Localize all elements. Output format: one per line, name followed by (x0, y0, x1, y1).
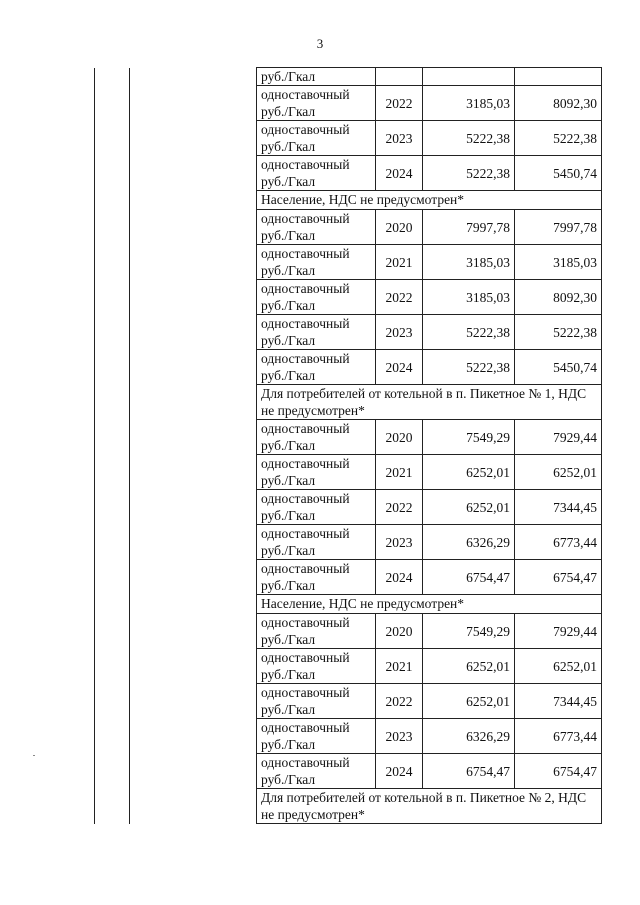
table-row (95, 560, 602, 595)
value-1-cell: 6252,01 (423, 455, 515, 490)
tariff-type-cell (257, 121, 376, 156)
tariff-type-cell (257, 350, 376, 385)
col-index-cell (95, 315, 130, 350)
tariff-type-cell (257, 245, 376, 280)
value-2-cell: 5222,38 (515, 315, 602, 350)
tariff-type-label: одноставочный (261, 351, 350, 366)
tariff-unit-label: руб./Гкал (261, 543, 316, 558)
col-index-cell (95, 754, 130, 789)
value-1-cell: 6754,47 (423, 754, 515, 789)
value-1-cell: 6326,29 (423, 525, 515, 560)
tariff-type-label: одноставочный (261, 650, 350, 665)
tariff-unit-label: руб./Гкал (261, 473, 316, 488)
tariff-type-label: одноставочный (261, 157, 350, 172)
value-1-cell: 3185,03 (423, 245, 515, 280)
value-2-cell (515, 68, 602, 86)
value-1-cell: 6252,01 (423, 684, 515, 719)
col-index-cell (95, 719, 130, 754)
unit-cell: руб./Гкал (257, 68, 376, 86)
year-cell (376, 68, 423, 86)
value-2-cell: 6252,01 (515, 455, 602, 490)
page-number: 3 (316, 36, 324, 51)
tariff-unit-label: руб./Гкал (261, 667, 316, 682)
col-org-cell (130, 385, 257, 420)
table-row (95, 754, 602, 789)
tariff-type-label: одноставочный (261, 685, 350, 700)
col-org-cell (130, 595, 257, 614)
tariff-unit-label: руб./Гкал (261, 228, 316, 243)
table-row (95, 121, 602, 156)
tariff-unit-label: руб./Гкал (261, 368, 316, 383)
col-index-cell (95, 350, 130, 385)
col-org-cell (130, 86, 257, 121)
tariff-unit-label: руб./Гкал (261, 508, 316, 523)
col-org-cell (130, 121, 257, 156)
tariff-unit-label: руб./Гкал (261, 139, 316, 154)
value-1-cell: 7997,78 (423, 210, 515, 245)
col-org-cell (130, 525, 257, 560)
col-org-cell (130, 455, 257, 490)
col-index-cell (95, 649, 130, 684)
section-header-row (95, 191, 602, 210)
tariff-type-label: одноставочный (261, 281, 350, 296)
tariff-type-label: одноставочный (261, 87, 350, 102)
value-2-cell: 7344,45 (515, 684, 602, 719)
year-cell: 2022 (376, 280, 423, 315)
tariff-type-label: одноставочный (261, 526, 350, 541)
col-index-cell (95, 121, 130, 156)
col-index-cell (95, 455, 130, 490)
table-row (95, 684, 602, 719)
tariff-type-label: одноставочный (261, 720, 350, 735)
tariff-unit-label: руб./Гкал (261, 104, 316, 119)
value-2-cell: 6754,47 (515, 560, 602, 595)
year-cell: 2023 (376, 719, 423, 754)
table-row (95, 156, 602, 191)
value-2-cell: 6754,47 (515, 754, 602, 789)
tariff-type-cell (257, 86, 376, 121)
value-2-cell: 7997,78 (515, 210, 602, 245)
col-index-cell (95, 385, 130, 420)
year-cell: 2024 (376, 560, 423, 595)
col-index-cell (95, 245, 130, 280)
value-1-cell: 5222,38 (423, 350, 515, 385)
col-org-cell (130, 210, 257, 245)
col-org-cell (130, 754, 257, 789)
value-1-cell (423, 68, 515, 86)
year-cell: 2021 (376, 245, 423, 280)
tariff-type-cell (257, 684, 376, 719)
value-2-cell: 6773,44 (515, 525, 602, 560)
table-row (95, 350, 602, 385)
year-cell: 2020 (376, 420, 423, 455)
tariff-type-label: одноставочный (261, 211, 350, 226)
value-1-cell: 6252,01 (423, 649, 515, 684)
year-cell: 2024 (376, 350, 423, 385)
tariff-type-label: одноставочный (261, 246, 350, 261)
value-2-cell: 6773,44 (515, 719, 602, 754)
tariff-unit-label: руб./Гкал (261, 174, 316, 189)
year-cell: 2022 (376, 490, 423, 525)
tariff-type-cell (257, 490, 376, 525)
col-index-cell (95, 191, 130, 210)
tariff-type-label: одноставочный (261, 755, 350, 770)
tariff-type-label: одноставочный (261, 491, 350, 506)
col-index-cell (95, 614, 130, 649)
table-row (95, 649, 602, 684)
tariff-unit-label: руб./Гкал (261, 298, 316, 313)
table-row (95, 68, 602, 86)
col-org-cell (130, 789, 257, 824)
year-cell: 2022 (376, 86, 423, 121)
tariff-type-label: одноставочный (261, 316, 350, 331)
table-row (95, 86, 602, 121)
year-cell: 2024 (376, 754, 423, 789)
tariff-unit-label: руб./Гкал (261, 333, 316, 348)
tariff-type-cell (257, 719, 376, 754)
tariff-type-cell (257, 614, 376, 649)
tariff-unit-label: руб./Гкал (261, 438, 316, 453)
year-cell: 2023 (376, 525, 423, 560)
year-cell: 2023 (376, 315, 423, 350)
scan-speck (33, 755, 35, 756)
value-2-cell: 5450,74 (515, 350, 602, 385)
tariff-type-label: одноставочный (261, 615, 350, 630)
tariff-type-cell (257, 280, 376, 315)
col-index-cell (95, 684, 130, 719)
value-2-cell: 3185,03 (515, 245, 602, 280)
value-2-cell: 5450,74 (515, 156, 602, 191)
table-row (95, 719, 602, 754)
value-2-cell: 8092,30 (515, 280, 602, 315)
col-index-cell (95, 490, 130, 525)
col-index-cell (95, 560, 130, 595)
tariff-type-cell (257, 315, 376, 350)
table-row (95, 210, 602, 245)
value-1-cell: 6754,47 (423, 560, 515, 595)
year-cell: 2024 (376, 156, 423, 191)
col-org-cell (130, 560, 257, 595)
col-org-cell (130, 191, 257, 210)
col-org-cell (130, 350, 257, 385)
section-header-row (95, 595, 602, 614)
table-row (95, 455, 602, 490)
year-cell: 2022 (376, 684, 423, 719)
tariff-type-label: одноставочный (261, 122, 350, 137)
col-org-cell (130, 684, 257, 719)
section-header: Для потребителей от котельной в п. Пикетное № 2, НДС не предусмотрен* (257, 789, 602, 824)
col-org-cell (130, 649, 257, 684)
value-1-cell: 6326,29 (423, 719, 515, 754)
section-header: Для потребителей от котельной в п. Пикетное № 1, НДС не предусмотрен* (257, 385, 602, 420)
value-1-cell: 6252,01 (423, 490, 515, 525)
col-org-cell (130, 68, 257, 86)
tariff-unit-label: руб./Гкал (261, 772, 316, 787)
tariff-type-cell (257, 649, 376, 684)
tariff-type-cell (257, 455, 376, 490)
year-cell: 2021 (376, 649, 423, 684)
table-row (95, 614, 602, 649)
tariff-type-label: одноставочный (261, 456, 350, 471)
col-index-cell (95, 789, 130, 824)
section-header-row (95, 789, 602, 824)
col-org-cell (130, 280, 257, 315)
value-1-cell: 5222,38 (423, 315, 515, 350)
tariff-table-body (95, 68, 602, 824)
tariff-type-label: одноставочный (261, 421, 350, 436)
value-1-cell: 5222,38 (423, 121, 515, 156)
value-2-cell: 8092,30 (515, 86, 602, 121)
col-index-cell (95, 156, 130, 191)
col-org-cell (130, 614, 257, 649)
value-1-cell: 7549,29 (423, 420, 515, 455)
year-cell: 2021 (376, 455, 423, 490)
value-1-cell: 3185,03 (423, 280, 515, 315)
col-index-cell (95, 595, 130, 614)
value-1-cell: 7549,29 (423, 614, 515, 649)
table-row (95, 420, 602, 455)
tariff-unit-label: руб./Гкал (261, 263, 316, 278)
table-row (95, 245, 602, 280)
tariff-unit-label: руб./Гкал (261, 578, 316, 593)
value-2-cell: 6252,01 (515, 649, 602, 684)
value-2-cell: 5222,38 (515, 121, 602, 156)
year-cell: 2020 (376, 614, 423, 649)
col-org-cell (130, 420, 257, 455)
col-org-cell (130, 315, 257, 350)
tariff-type-cell (257, 525, 376, 560)
value-1-cell: 5222,38 (423, 156, 515, 191)
year-cell: 2023 (376, 121, 423, 156)
col-org-cell (130, 490, 257, 525)
tariff-type-cell (257, 420, 376, 455)
value-1-cell: 3185,03 (423, 86, 515, 121)
table-row (95, 490, 602, 525)
tariff-table (94, 67, 602, 824)
tariff-type-cell (257, 560, 376, 595)
value-2-cell: 7929,44 (515, 614, 602, 649)
col-index-cell (95, 280, 130, 315)
tariff-unit-label: руб./Гкал (261, 702, 316, 717)
col-index-cell (95, 86, 130, 121)
section-header-row (95, 385, 602, 420)
col-index-cell (95, 420, 130, 455)
col-org-cell (130, 245, 257, 280)
table-row (95, 315, 602, 350)
col-index-cell (95, 525, 130, 560)
tariff-unit-label: руб./Гкал (261, 632, 316, 647)
tariff-unit-label: руб./Гкал (261, 737, 316, 752)
col-index-cell (95, 68, 130, 86)
section-header: Население, НДС не предусмотрен* (257, 595, 602, 614)
tariff-type-cell (257, 754, 376, 789)
tariff-type-cell (257, 156, 376, 191)
table-row (95, 525, 602, 560)
tariff-type-cell (257, 210, 376, 245)
section-header: Население, НДС не предусмотрен* (257, 191, 602, 210)
col-org-cell (130, 719, 257, 754)
value-2-cell: 7344,45 (515, 490, 602, 525)
value-2-cell: 7929,44 (515, 420, 602, 455)
table-row (95, 280, 602, 315)
col-index-cell (95, 210, 130, 245)
col-org-cell (130, 156, 257, 191)
tariff-type-label: одноставочный (261, 561, 350, 576)
year-cell: 2020 (376, 210, 423, 245)
